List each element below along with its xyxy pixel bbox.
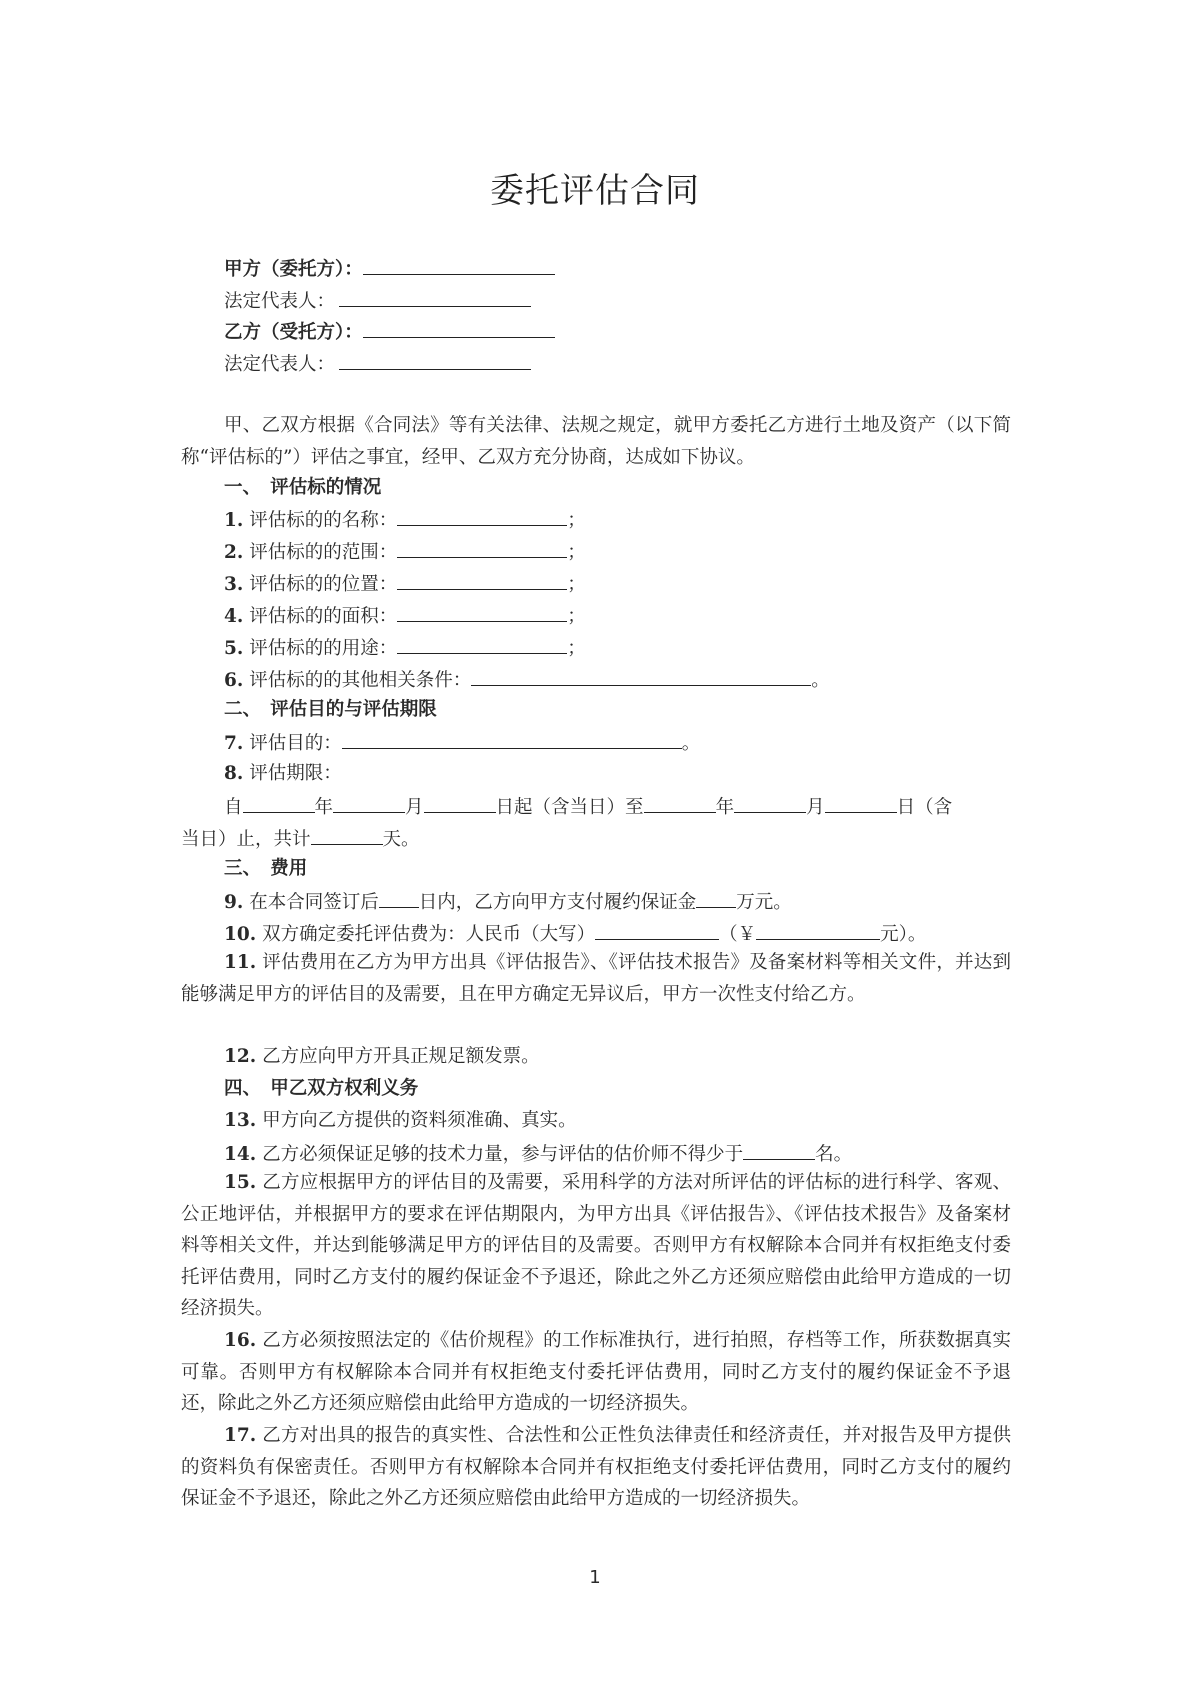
- party-a-line: [224, 256, 555, 282]
- period-text: 当日）止，共计: [181, 829, 311, 850]
- item-13: [224, 1109, 577, 1133]
- start-year-blank[interactable]: [243, 794, 315, 813]
- item-label: 评估标的的面积：: [249, 606, 398, 627]
- party-b-blank[interactable]: [363, 319, 555, 338]
- section-heading-4: 四、 甲乙双方权利义务: [224, 1078, 419, 1099]
- item-4: [224, 603, 586, 629]
- item-text: 评估费用在乙方为甲方出具《评估报告》、《评估技术报告》及备案材料等相关文件，并达到能够满足甲方的评估目的及需要，且在甲方确定无异议后，甲方一次性支付给乙方。: [181, 952, 1011, 1005]
- item-text: 双方确定委托评估费为：人民币（大写）: [262, 924, 596, 945]
- item-text: 乙方对出具的报告的真实性、合法性和公正性负法律责任和经济责任，并对报告及甲方提供的资料负有保密责任。否则甲方有权解除本合同并有权拒绝支付委托评估费用，同时乙方支付的履约保证金不予退还，除此之外乙方还须应赔偿由此给甲方造成的一切经济损失。: [181, 1425, 1011, 1510]
- period-text: 月: [405, 797, 424, 818]
- party-b-line: [224, 319, 555, 345]
- item-2: [224, 539, 586, 565]
- fee-amount-blank[interactable]: [756, 921, 880, 940]
- item-number: 4.: [224, 606, 244, 627]
- item-8: [224, 762, 342, 786]
- period-line-1: [224, 794, 952, 820]
- item-label: 评估标的的位置：: [249, 574, 398, 595]
- section-heading-1: 一、 评估标的情况: [224, 477, 382, 498]
- item-14: [224, 1141, 852, 1167]
- item-7: [224, 730, 700, 756]
- item-number: 15.: [224, 1172, 257, 1193]
- end-day-blank[interactable]: [825, 794, 897, 813]
- fee-words-blank[interactable]: [595, 921, 719, 940]
- item-3-blank[interactable]: [397, 571, 567, 590]
- item-12: [224, 1045, 540, 1069]
- item-number: 11.: [224, 952, 257, 973]
- party-b-rep-blank[interactable]: [339, 351, 531, 370]
- page-number: 1: [589, 1567, 601, 1588]
- period-text: 年: [715, 797, 735, 818]
- item-5-blank[interactable]: [397, 635, 567, 654]
- party-a-blank[interactable]: [363, 256, 555, 275]
- item-text: 在本合同签订后: [249, 892, 379, 913]
- item-text: 万元。: [736, 892, 792, 913]
- item-17: [181, 1420, 1011, 1515]
- item-label: 评估期限：: [249, 763, 342, 784]
- item-text: 名。: [815, 1144, 853, 1165]
- item-number: 14.: [224, 1144, 257, 1165]
- item-text: 乙方必须按照法定的《估价规程》的工作标准执行，进行拍照，存档等工作，所获数据真实可靠。否则甲方有权解除本合同并有权拒绝支付委托评估费用，同时乙方支付的履约保证金不予退还，除此之外乙方还须应赔偿由此给甲方造成的一切经济损失。: [181, 1330, 1011, 1415]
- item-text: 乙方应向甲方开具正规足额发票。: [262, 1046, 540, 1067]
- item-6: [224, 667, 830, 693]
- item-number: 9.: [224, 892, 244, 913]
- item-11: [181, 947, 1011, 1010]
- item-10: [224, 921, 926, 947]
- item-label: 评估标的的其他相关条件：: [249, 670, 472, 691]
- deposit-days-blank[interactable]: [379, 889, 419, 908]
- item-text: 元）。: [880, 924, 927, 945]
- item-4-blank[interactable]: [397, 603, 567, 622]
- item-9: [224, 889, 792, 915]
- period-text: 日（含: [896, 797, 953, 818]
- item-number: 6.: [224, 670, 244, 691]
- start-day-blank[interactable]: [424, 794, 496, 813]
- item-3: [224, 571, 586, 597]
- party-a-rep-label: 法定代表人：: [224, 291, 336, 312]
- item-number: 5.: [224, 638, 244, 659]
- period-line-2: [181, 826, 420, 852]
- item-end: ；: [567, 606, 586, 627]
- item-number: 12.: [224, 1046, 257, 1067]
- total-days-blank[interactable]: [311, 826, 383, 845]
- item-text: 乙方必须保证足够的技术力量，参与评估的估价师不得少于: [262, 1144, 744, 1165]
- item-number: 17.: [224, 1425, 257, 1446]
- document-title: 委托评估合同: [490, 171, 700, 211]
- period-text: 年: [314, 797, 334, 818]
- party-b-label: 乙方（受托方）：: [224, 322, 363, 343]
- item-number: 10.: [224, 924, 257, 945]
- item-6-blank[interactable]: [471, 667, 811, 686]
- item-text: 日内，乙方向甲方支付履约保证金: [418, 892, 697, 913]
- item-16: [181, 1325, 1011, 1420]
- item-number: 1.: [224, 510, 244, 531]
- item-number: 8.: [224, 763, 244, 784]
- item-end: ；: [567, 542, 586, 563]
- item-label: 评估标的的范围：: [249, 542, 398, 563]
- item-1: [224, 507, 586, 533]
- item-number: 16.: [224, 1330, 257, 1351]
- start-month-blank[interactable]: [333, 794, 405, 813]
- item-end: 。: [811, 670, 830, 691]
- appraiser-count-blank[interactable]: [743, 1141, 815, 1160]
- period-text: 日起（含当日）至: [495, 797, 644, 818]
- item-label: 评估标的的名称：: [249, 510, 398, 531]
- period-text: 自: [224, 797, 243, 818]
- item-end: ；: [567, 574, 586, 595]
- item-text: 乙方应根据甲方的评估目的及需要，采用科学的方法对所评估的评估标的进行科学、客观、公正地评估，并根据甲方的要求在评估期限内，为甲方出具《评估报告》、《评估技术报告》及备案材料等相关文件，并达到能够满足甲方的评估目的及需要。否则甲方有权解除本合同并有权拒绝支付委托评估费用，同时乙方支付的履约保证金不予退还，除此之外乙方还须应赔偿由此给甲方造成的一切经济损失。: [181, 1172, 1011, 1320]
- item-15: [181, 1167, 1011, 1325]
- item-label: 评估标的的用途：: [249, 638, 398, 659]
- item-number: 7.: [224, 733, 244, 754]
- item-number: 13.: [224, 1110, 257, 1131]
- item-5: [224, 635, 586, 661]
- item-end: 。: [681, 733, 701, 754]
- end-year-blank[interactable]: [644, 794, 716, 813]
- party-a-label: 甲方（委托方）：: [224, 259, 363, 280]
- party-a-rep-blank[interactable]: [339, 288, 531, 307]
- item-end: ；: [567, 638, 586, 659]
- section-heading-3: 三、 费用: [224, 858, 308, 879]
- period-text: 月: [806, 797, 825, 818]
- item-1-blank[interactable]: [397, 507, 567, 526]
- party-a-rep-line: [224, 288, 531, 314]
- item-7-blank[interactable]: [342, 730, 682, 749]
- item-number: 3.: [224, 574, 244, 595]
- item-text: （￥: [719, 924, 757, 945]
- period-text: 天。: [382, 829, 420, 850]
- item-text: 甲方向乙方提供的资料须准确、真实。: [262, 1110, 577, 1131]
- intro-paragraph: 甲、乙双方根据《合同法》等有关法律、法规之规定，就甲方委托乙方进行土地及资产（以下简称“评估标的”）评估之事宜，经甲、乙双方充分协商，达成如下协议。: [181, 415, 1011, 468]
- party-b-rep-label: 法定代表人：: [224, 354, 336, 375]
- deposit-amount-blank[interactable]: [696, 889, 736, 908]
- item-end: ；: [567, 510, 586, 531]
- item-2-blank[interactable]: [397, 539, 567, 558]
- end-month-blank[interactable]: [734, 794, 806, 813]
- item-number: 2.: [224, 542, 244, 563]
- item-label: 评估目的：: [249, 733, 342, 754]
- section-heading-2: 二、 评估目的与评估期限: [224, 699, 437, 720]
- party-b-rep-line: [224, 351, 531, 377]
